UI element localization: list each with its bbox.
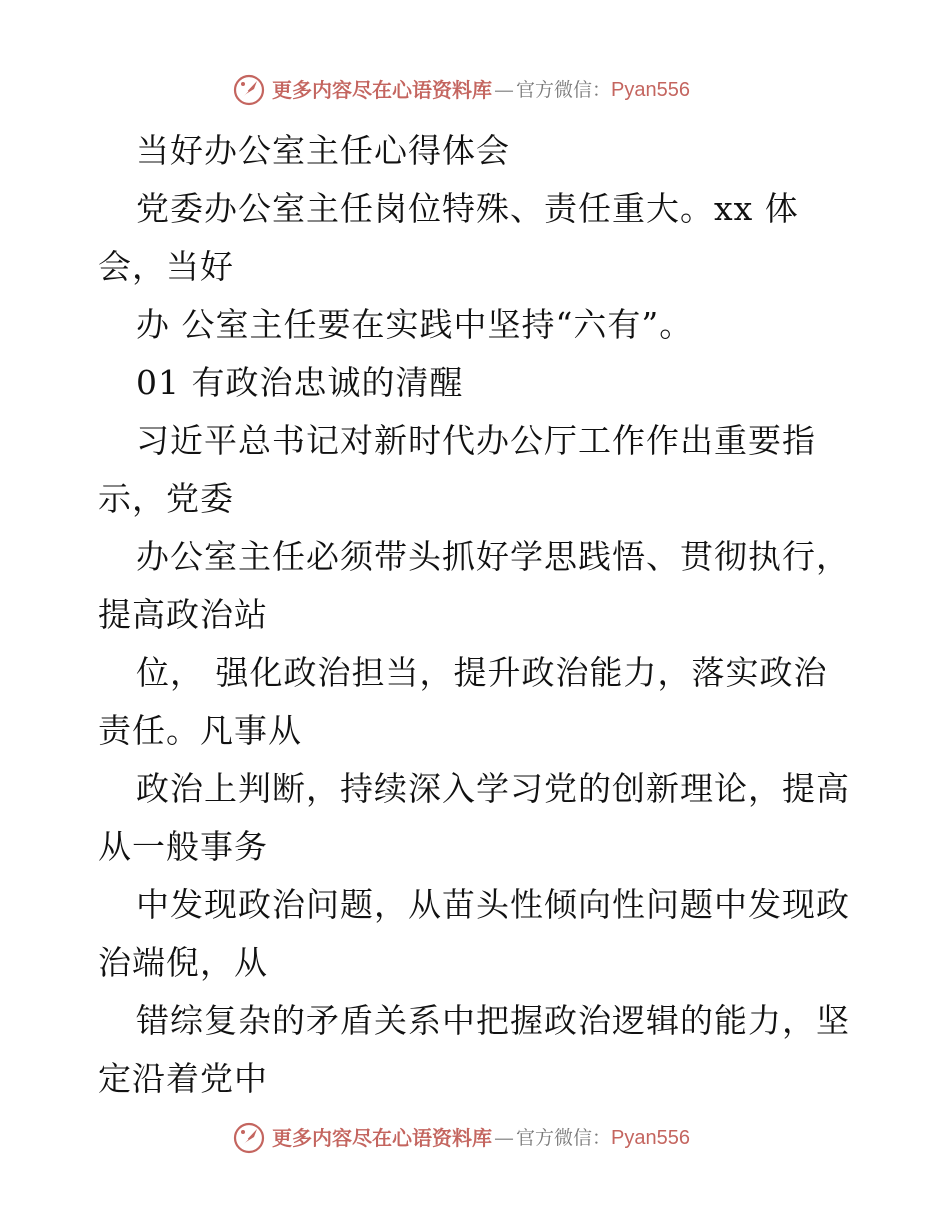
section-heading: 01 有政治忠诚的清醒 xyxy=(136,363,464,402)
paragraph-line: 位， 强化政治担当，提升政治能力，落实政治 xyxy=(136,653,828,692)
quill-logo-icon xyxy=(232,73,266,107)
footer-watermark xyxy=(232,1118,752,1158)
paragraph-line: 治端倪，从 xyxy=(98,943,268,982)
paragraph-line: 政治上判断，持续深入学习党的创新理论，提高 xyxy=(136,769,850,808)
document-body xyxy=(98,122,898,1108)
quill-logo-icon xyxy=(232,1121,266,1155)
paragraph-line: 中发现政治问题，从苗头性倾向性问题中发现政 xyxy=(136,885,850,924)
watermark-text: 更多内容尽在心语资料库 xyxy=(272,78,492,102)
paragraph-line: 习近平总书记对新时代办公厅工作作出重要指 xyxy=(136,421,816,460)
watermark-separator: — xyxy=(494,78,514,102)
paragraph-line: 提高政治站 xyxy=(98,595,268,634)
paragraph-line: 错综复杂的矛盾关系中把握政治逻辑的能力，坚 xyxy=(136,1001,850,1040)
paragraph-line: 办公室主任必须带头抓好学思践悟、贯彻执行， xyxy=(136,537,850,576)
paragraph-line: 定沿着党中 xyxy=(98,1059,268,1098)
watermark-wechat-id: Pyan556 xyxy=(611,1127,690,1149)
watermark-wechat-label: 官方微信： xyxy=(516,1126,612,1149)
watermark-text: 更多内容尽在心语资料库 xyxy=(272,1126,492,1150)
paragraph-line: 从一般事务 xyxy=(98,827,268,866)
document-title: 当好办公室主任心得体会 xyxy=(136,131,510,170)
paragraph-line: 会，当好 xyxy=(98,247,234,286)
watermark-wechat-label: 官方微信： xyxy=(516,78,612,101)
paragraph-line: 办 公室主任要在实践中坚持“六有”。 xyxy=(136,305,694,344)
paragraph-line: 示，党委 xyxy=(98,479,234,518)
paragraph-line: 党委办公室主任岗位特殊、责任重大。xx 体 xyxy=(136,189,799,228)
header-watermark xyxy=(232,70,752,110)
watermark-separator: — xyxy=(494,1126,514,1150)
watermark-wechat-id: Pyan556 xyxy=(611,79,690,101)
paragraph-line: 责任。凡事从 xyxy=(98,711,302,750)
